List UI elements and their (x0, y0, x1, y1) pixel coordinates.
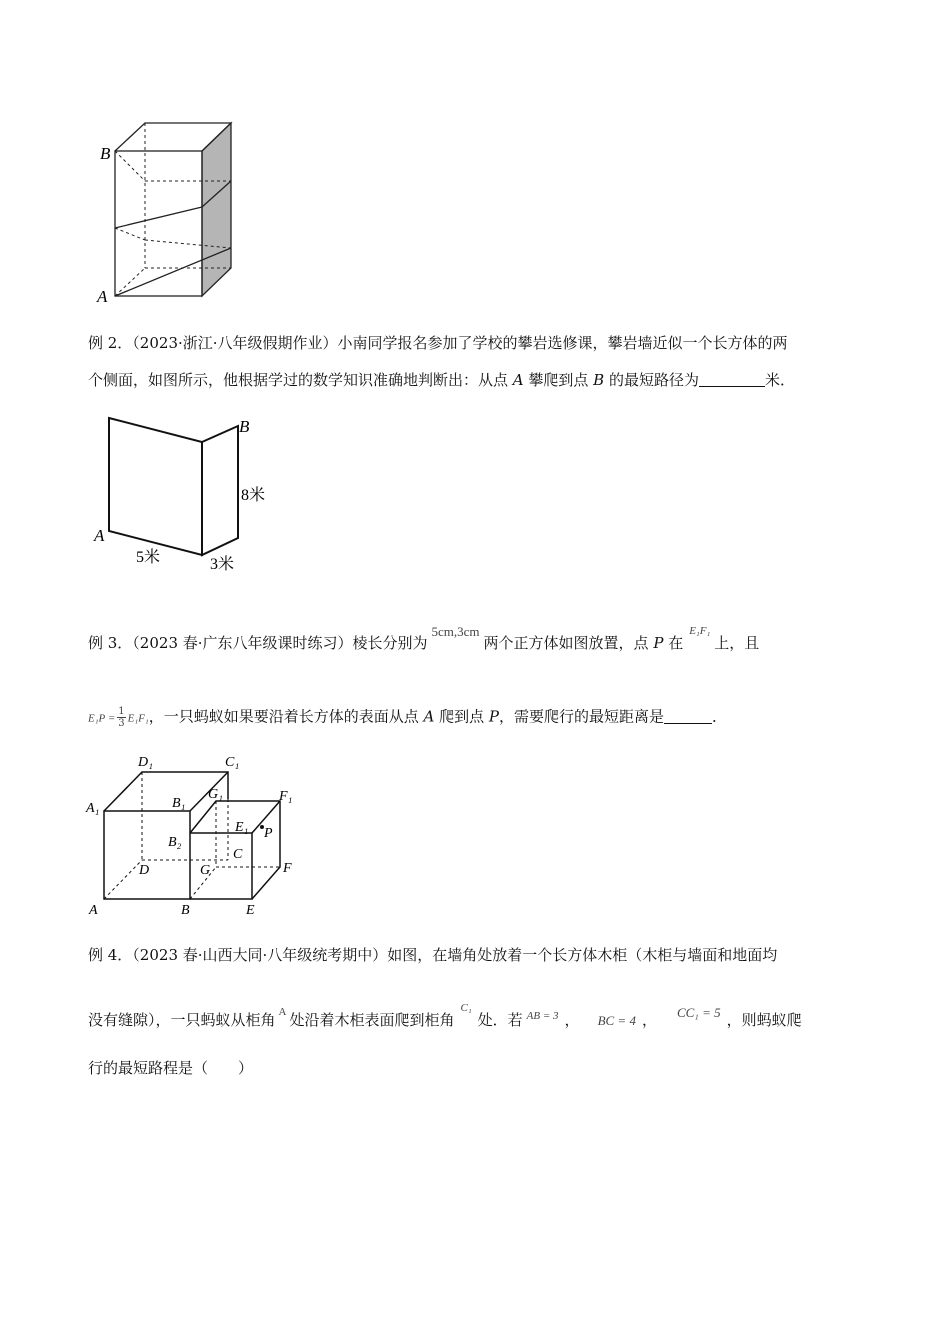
example-2-line-1: 例 2．（2023·浙江·八年级假期作业）小南同学报名参加了学校的攀岩选修课，攀岩墙近似一个长方体的两 (88, 334, 788, 352)
fig2-dim-height: 8米 (241, 487, 266, 504)
fig3-label-E1: E₁ (235, 820, 249, 835)
ex2-text: 的最短路径为 (604, 371, 699, 389)
fig2-dim-width: 5米 (136, 549, 161, 566)
ex3-eq-right: E₁F₁ (127, 712, 149, 725)
fig3-label-C1: C₁ (225, 755, 240, 770)
ex4-text: ，则蚂蚁爬 (726, 1011, 802, 1029)
fig3-label-G1: G₁ (208, 787, 223, 802)
ex3-sizes: 5cm,3cm (431, 624, 480, 639)
ex3-var-A: A (423, 707, 435, 726)
ex3-frac-den: 3 (118, 718, 125, 729)
fig3-label-B2: B₂ (168, 835, 182, 850)
fig2-dim-depth: 3米 (210, 556, 235, 573)
ex3-text: 爬到点 (434, 707, 489, 726)
fig3-label-B: B (181, 903, 190, 918)
fig3-label-G: G (200, 863, 211, 878)
fig3-label-P: P (264, 826, 273, 841)
example-3-line-1 (88, 624, 868, 655)
ex3-eq-left: E₁P = (88, 712, 116, 725)
ex4-text: ， (564, 1011, 580, 1029)
ex4-text: 处．若 (477, 1011, 523, 1029)
ex3-text: 例 3．（2023 春·广东八年级课时练习）棱长分别为 (88, 634, 428, 652)
fig1-label-A: A (97, 287, 108, 306)
fig3-label-B1: B₁ (172, 796, 186, 811)
example-4-line-3: 行的最短路程是（ ） (88, 1059, 254, 1077)
ex3-var-P2: P (488, 707, 499, 726)
fig1-label-B: B (100, 144, 111, 163)
fig2-label-A: A (94, 526, 105, 545)
ex4-text: 没有缝隙），一只蚂蚁从柜角 (88, 1011, 276, 1029)
figure-climbing-wall (90, 412, 280, 577)
ex3-seg-E1F1: E₁F₁ (689, 625, 711, 637)
ex2-text: 攀爬到点 (523, 371, 594, 389)
fig3-label-D1: D₁ (138, 755, 153, 770)
fig3-label-C: C (233, 847, 243, 862)
fig3-label-E: E (246, 903, 255, 918)
ex4-point-C1: C₁ (460, 1002, 472, 1014)
fig3-label-A: A (89, 903, 98, 918)
example-3-line-2 (88, 706, 868, 729)
answer-blank[interactable] (664, 709, 712, 724)
ex3-text: 两个正方体如图放置，点 (483, 634, 654, 652)
ex4-text: 处沿着木柜表面爬到柜角 (289, 1011, 455, 1029)
ex4-eq-BC: BC = 4 (597, 1013, 636, 1028)
ex2-var-B: B (593, 371, 605, 389)
example-4-line-2 (88, 1002, 868, 1032)
ex3-text: 在 (663, 634, 684, 652)
fig2-label-B: B (239, 417, 250, 436)
ex4-point-A: A (278, 1006, 287, 1018)
ex2-text: 米． (764, 371, 795, 389)
fig3-label-A1: A₁ (86, 801, 100, 816)
fig3-label-F1: F₁ (279, 789, 293, 804)
fig3-label-D: D (139, 863, 150, 878)
ex2-text: 个侧面，如图所示，他根据学过的数学知识准确地判断出：从点 (88, 371, 513, 389)
ex3-fraction (117, 706, 125, 729)
ex3-var-P: P (653, 634, 664, 652)
example-4-line-1: 例 4．（2023 春·山西大同·八年级统考期中）如图，在墙角处放着一个长方体木柜（木柜与墙面和地面均 (88, 946, 778, 964)
fig3-label-F: F (283, 861, 292, 876)
ex4-text: ， (641, 1011, 657, 1029)
figure-prism-spiral (92, 118, 242, 308)
ex4-eq-AB: AB = 3 (526, 1010, 559, 1022)
ex3-frac-num: 1 (118, 706, 125, 717)
ex3-text: 上，且 (714, 634, 760, 652)
ex4-eq-CC1: CC₁ = 5 (676, 1005, 721, 1020)
example-2-line-2 (88, 370, 868, 390)
ex3-text: ，一只蚂蚁如果要沿着长方体的表面从点 (148, 707, 424, 726)
ex2-var-A: A (512, 371, 524, 389)
ex3-text: ，需要爬行的最短距离是 (498, 707, 664, 726)
answer-blank[interactable] (699, 372, 765, 387)
ex3-text: ． (712, 707, 728, 726)
figure-two-cubes (84, 752, 304, 922)
